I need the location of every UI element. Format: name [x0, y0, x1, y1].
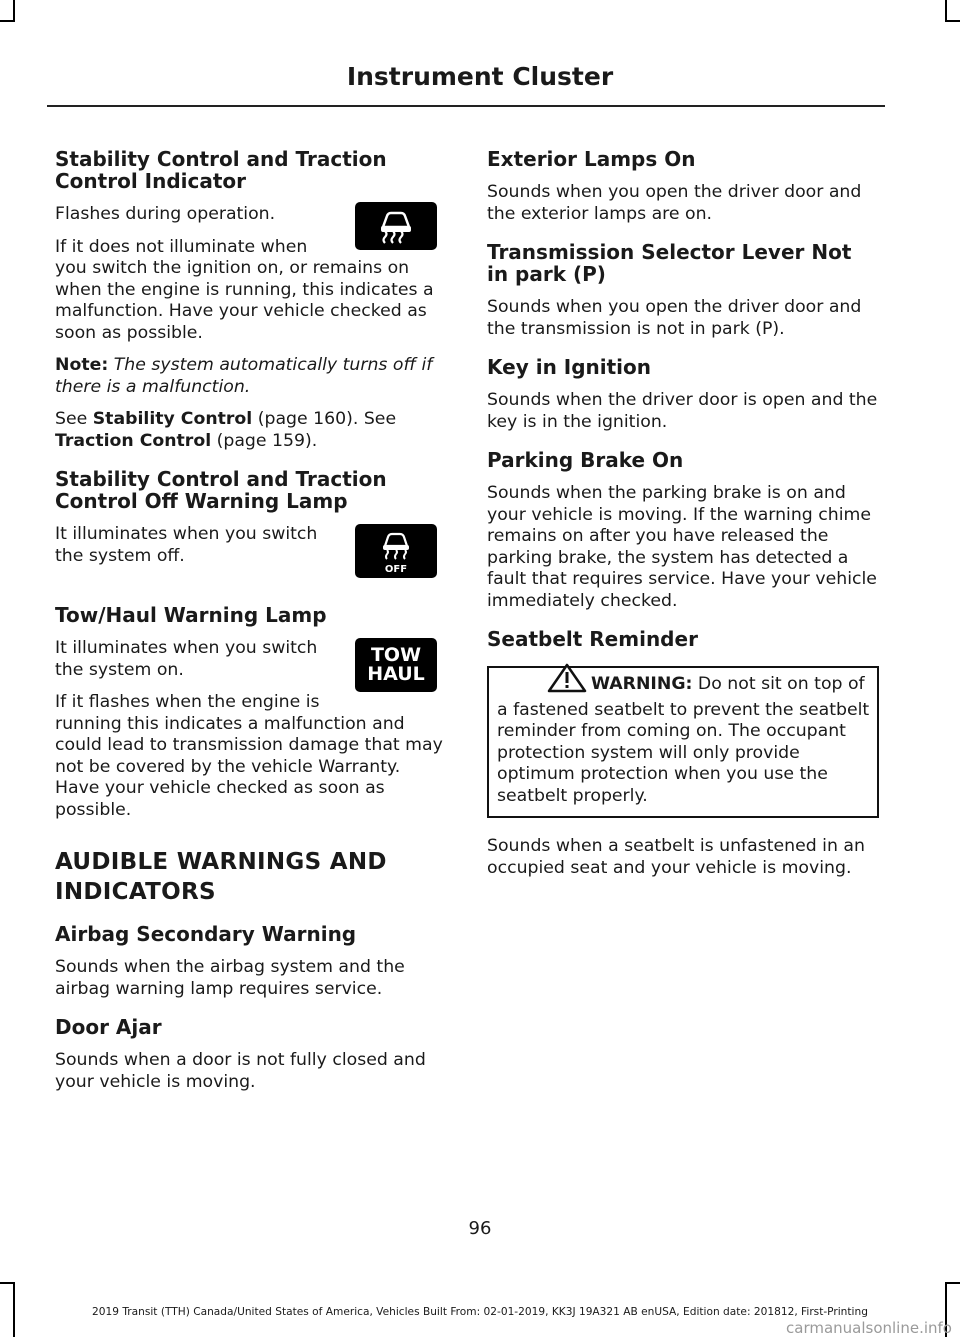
- page-header-title: Instrument Cluster: [346, 62, 614, 91]
- key-in-ignition-heading: Key in Ignition: [487, 355, 652, 379]
- key-in-ignition-text: Sounds when the driver door is open and the key is in the ignition.: [487, 390, 878, 432]
- stability-traction-indicator-heading: Stability Control and Traction Control Indicator: [55, 147, 387, 193]
- tow-haul-icon: [355, 638, 437, 692]
- door-ajar-heading: Door Ajar: [55, 1015, 162, 1039]
- crop-mark-bottom-right-h: [945, 1282, 960, 1284]
- note-label: Note:: [55, 355, 109, 375]
- stability-indicator-text-2: If it does not illuminate when you switch the ignition on, or remains on when the engine is running, this indicates a malfunction. Have your vehicle checked as soon as possible.: [55, 236, 434, 343]
- page-number: 96: [468, 1218, 492, 1239]
- stability-indicator-text-1: Flashes during operation.: [55, 204, 276, 224]
- crop-mark-top-left-h: [0, 20, 15, 22]
- exterior-lamps-text: Sounds when you open the driver door and the exterior lamps are on.: [487, 182, 862, 224]
- transmission-selector-text: Sounds when you open the driver door and the transmission is not in park (P).: [487, 297, 862, 339]
- stability-control-page: (page 160). See: [252, 409, 397, 429]
- tow-haul-text-1: It illuminates when you switch the system on.: [55, 638, 318, 680]
- warning-box: [487, 666, 879, 818]
- airbag-secondary-text: Sounds when the airbag system and the airbag warning lamp requires service.: [55, 957, 405, 999]
- transmission-selector-heading: Transmission Selector Lever Not in park (P): [487, 240, 852, 286]
- tow-haul-heading: Tow/Haul Warning Lamp: [55, 603, 327, 627]
- tow-icon-text: TOW: [370, 644, 422, 666]
- parking-brake-text: Sounds when the parking brake is on and your vehicle is moving. If the warning chime remains on after you have released the parking brake, the system has detected a fault that requires service. Have your vehicle immediately checked.: [487, 483, 877, 611]
- crop-mark-top-left-v: [13, 0, 15, 22]
- stability-control-off-icon: [355, 524, 437, 578]
- watermark: carmanualsonline.info: [786, 1319, 952, 1337]
- parking-brake-heading: Parking Brake On: [487, 448, 684, 472]
- see-text: See: [55, 409, 93, 429]
- footer-text: 2019 Transit (TTH) Canada/United States of America, Vehicles Built From: 02-01-2019, KK3J 19A321 AB enUSA, Edition date: 201812, First-Printing: [92, 1306, 868, 1318]
- warning-text: Do not sit on top of a fastened seatbelt to prevent the seatbelt reminder from coming on. The occupant protection system will only provide optimum protection when you use the seatbelt properly.: [497, 674, 870, 806]
- note-text: The system automatically turns off if there is a malfunction.: [55, 355, 433, 397]
- stability-off-text: It illuminates when you switch the system off.: [55, 524, 318, 566]
- crop-mark-top-right-h: [945, 20, 960, 22]
- stability-traction-off-heading: Stability Control and Traction Control Off Warning Lamp: [55, 467, 387, 513]
- crop-mark-top-right-v: [945, 0, 947, 22]
- cross-reference-paragraph: [55, 409, 447, 452]
- exterior-lamps-heading: Exterior Lamps On: [487, 147, 696, 171]
- warning-label: WARNING:: [591, 674, 693, 694]
- traction-control-page: (page 159).: [211, 430, 318, 451]
- audible-warnings-heading: AUDIBLE WARNINGS AND INDICATORS: [55, 849, 387, 905]
- seatbelt-reminder-heading: Seatbelt Reminder: [487, 627, 698, 651]
- airbag-secondary-heading: Airbag Secondary Warning: [55, 922, 357, 946]
- tow-haul-text-2: If it flashes when the engine is running this indicates a malfunction and could lead to transmission damage that may not be covered by the vehicle Warranty. Have your vehicle checked as soon as possible.: [55, 692, 443, 820]
- header-rule: [47, 105, 885, 107]
- warning-triangle-icon: [547, 677, 587, 700]
- right-column: [487, 140, 879, 890]
- haul-icon-text: HAUL: [367, 663, 425, 685]
- warning-paragraph: [497, 674, 870, 807]
- traction-control-link[interactable]: Traction Control: [55, 430, 212, 451]
- left-column: [55, 140, 447, 1104]
- door-ajar-text: Sounds when a door is not fully closed and your vehicle is moving.: [55, 1050, 426, 1092]
- stability-control-link[interactable]: Stability Control: [92, 409, 253, 429]
- note-paragraph: [55, 355, 447, 398]
- crop-mark-bottom-left-h: [0, 1282, 15, 1284]
- stability-control-icon: [355, 202, 437, 250]
- seatbelt-reminder-text: Sounds when a seatbelt is unfastened in an occupied seat and your vehicle is moving.: [487, 836, 865, 878]
- off-icon-label: OFF: [384, 564, 408, 575]
